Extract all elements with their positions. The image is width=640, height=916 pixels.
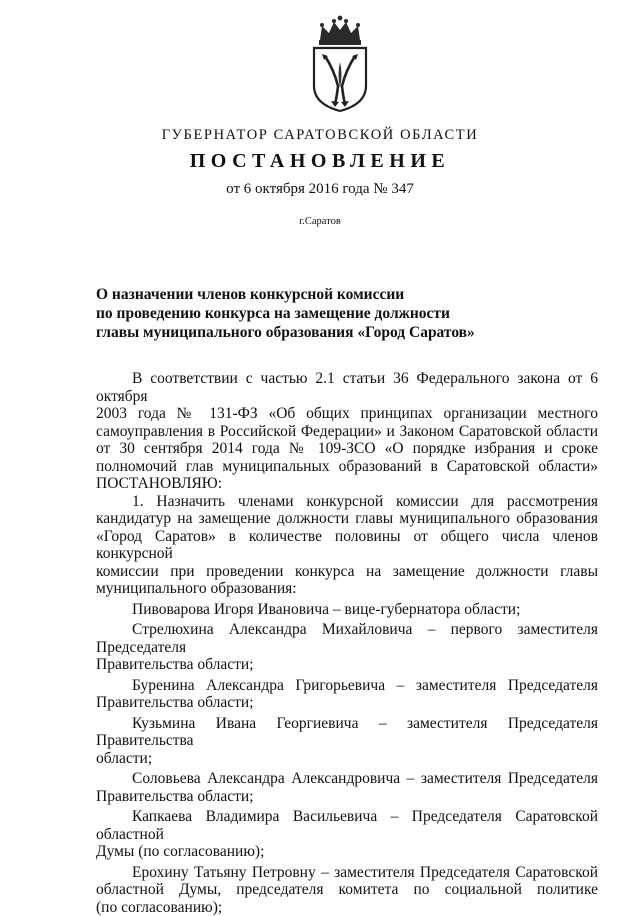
text-line: кандидатур на замещение должности главы муниципального образования	[96, 510, 598, 528]
text-line: Думы (по согласованию);	[96, 843, 598, 861]
city-line: г.Саратов	[0, 216, 640, 227]
text-line: области;	[96, 750, 598, 768]
member-1: Пивоварова Игоря Ивановича – вице-губернатора области;	[96, 601, 598, 619]
member-2	[96, 621, 598, 674]
member-6	[96, 808, 598, 861]
text-line: самоуправления в Российской Федерации» и Законом Саратовской области	[96, 423, 598, 441]
text-line: областной Думы, председателя комитета по социальной политике	[96, 881, 598, 899]
text-line: 1. Назначить членами конкурсной комиссии для рассмотрения	[96, 493, 598, 511]
item-1-paragraph	[96, 493, 598, 598]
text-line: В соответствии с частью 2.1 статьи 36 Федерального закона от 6 октября	[96, 370, 598, 405]
member-3	[96, 677, 598, 712]
text-line: «Город Саратов» в количестве половины от общего числа членов конкурсной	[96, 528, 598, 563]
preamble-paragraph	[96, 370, 598, 493]
document-title	[96, 285, 475, 342]
text-line: от 30 сентября 2014 года № 109-ЗСО «О порядке избрания и сроке	[96, 440, 598, 458]
title-line-1: О назначении членов конкурсной комиссии	[96, 285, 475, 304]
coat-of-arms-emblem	[304, 12, 376, 114]
text-line: Ерохину Татьяну Петровну – заместителя Председателя Саратовской	[96, 864, 598, 882]
member-5	[96, 770, 598, 805]
text-line: полномочий глав муниципальных образований в Саратовской области»	[96, 458, 598, 476]
text-line: Правительства области;	[96, 656, 598, 674]
title-line-3: главы муниципального образования «Город Саратов»	[96, 323, 475, 342]
document-type-heading: ПОСТАНОВЛЕНИЕ	[0, 150, 640, 173]
decree-word: ПОСТАНОВЛЯЮ:	[96, 475, 598, 493]
text-line: Правительства области;	[96, 788, 598, 806]
title-line-2: по проведению конкурса на замещение должности	[96, 304, 475, 323]
text-line: 2003 года № 131-ФЗ «Об общих принципах организации местного	[96, 405, 598, 423]
text-line: Кузьмина Ивана Георгиевича – заместителя Председателя Правительства	[96, 715, 598, 750]
governor-heading: ГУБЕРНАТОР САРАТОВСКОЙ ОБЛАСТИ	[0, 127, 640, 144]
text-line: Стрелюхина Александра Михайловича – первого заместителя Председателя	[96, 621, 598, 656]
text-line: Правительства области;	[96, 694, 598, 712]
text-line: Капкаева Владимира Васильевича – Председателя Саратовской областной	[96, 808, 598, 843]
document-body	[96, 370, 598, 916]
text-line: Соловьева Александра Александровича – заместителя Председателя	[96, 770, 598, 788]
text-line: комиссии при проведении конкурса на замещение должности главы	[96, 563, 598, 581]
text-line: (по согласованию);	[96, 899, 598, 916]
text-line: Буренина Александра Григорьевича – заместителя Председателя	[96, 677, 598, 695]
text-line: муниципального образования:	[96, 580, 598, 598]
member-4	[96, 715, 598, 768]
member-7	[96, 864, 598, 916]
date-number-line: от 6 октября 2016 года № 347	[0, 181, 640, 198]
